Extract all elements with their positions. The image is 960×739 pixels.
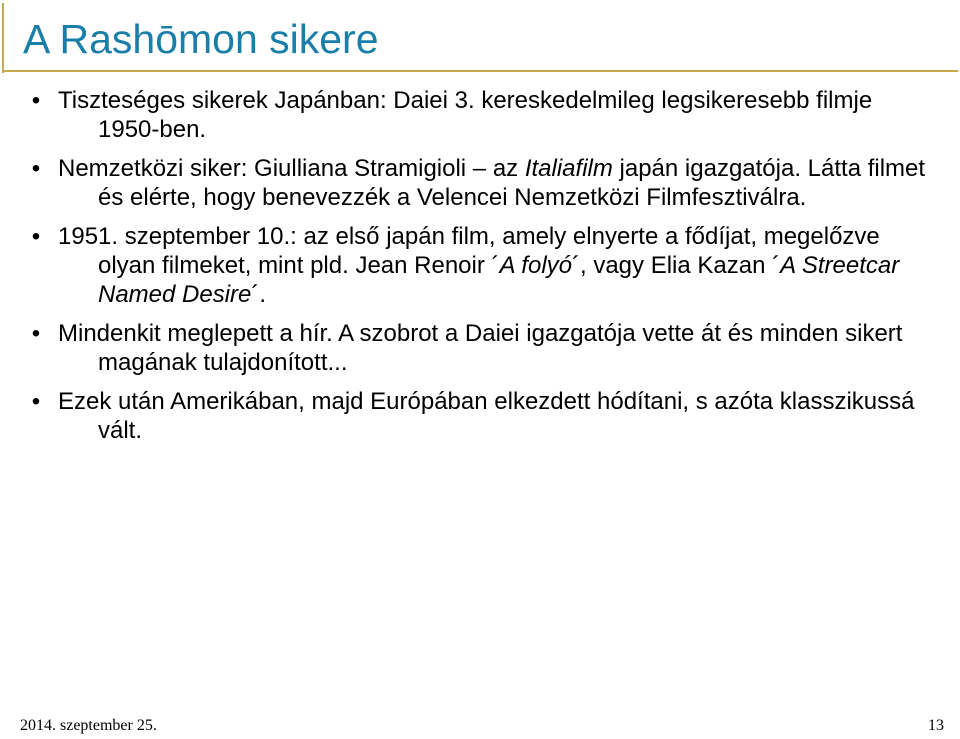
- bullet-dot-icon: •: [31, 388, 41, 415]
- title-accent-horizontal-line: [2, 70, 958, 72]
- slide-title: A Rashōmon sikere: [23, 16, 379, 62]
- title-bar: [0, 0, 960, 75]
- bullet-italic-segment: A Streetcar Named Desire: [98, 252, 900, 308]
- bullet-italic-segment: Italiafilm: [524, 155, 613, 182]
- bullet-item: [20, 86, 940, 144]
- bullet-text-segment: Tiszteséges sikerek Japánban: Daiei 3. kereskedelmileg legsikeresebb filmje 1950-ben.: [58, 87, 873, 143]
- bullet-item: [20, 387, 940, 445]
- bullet-list: [20, 86, 940, 445]
- bullet-text-segment: Ezek után Amerikában, majd Európában elkezdett hódítani, s azóta klasszikussá vált.: [58, 388, 915, 444]
- bullet-text-segment: ´.: [251, 281, 267, 308]
- footer-page-number: 13: [928, 717, 944, 734]
- bullet-italic-segment: A folyó: [499, 252, 572, 279]
- bullet-text-segment: 1951. szeptember 10.: az első japán film, amely elnyerte a fődíjat, megelőzve olyan filmeket, mint pld. Jean Renoir ´: [58, 223, 880, 279]
- title-accent-vertical-line: [2, 3, 4, 73]
- footer-date: 2014. szeptember 25.: [20, 717, 157, 734]
- bullet-item: [20, 319, 940, 377]
- bullet-dot-icon: •: [31, 155, 41, 182]
- bullet-item: [20, 154, 940, 212]
- bullet-text-segment: japán igazgatója. Látta filmet és elérte, hogy benevezzék a Velencei Nemzetközi Filmfesztiválra.: [98, 155, 926, 211]
- bullet-text: [58, 319, 940, 377]
- bullet-text: [58, 154, 940, 212]
- bullet-text-segment: Nemzetközi siker: Giulliana Stramigioli – az: [58, 155, 525, 182]
- bullet-dot-icon: •: [31, 87, 41, 114]
- bullet-dot-icon: •: [31, 320, 41, 347]
- bullet-text-segment: ´, vagy Elia Kazan ´: [572, 252, 781, 279]
- bullet-text-segment: Mindenkit meglepett a hír. A szobrot a Daiei igazgatója vette át és minden sikert magának tulajdonított...: [58, 320, 903, 376]
- slide-content: [20, 86, 940, 455]
- bullet-text: [58, 222, 940, 309]
- bullet-text: [58, 387, 940, 445]
- bullet-dot-icon: •: [31, 223, 41, 250]
- bullet-item: [20, 222, 940, 309]
- bullet-text: [58, 86, 940, 144]
